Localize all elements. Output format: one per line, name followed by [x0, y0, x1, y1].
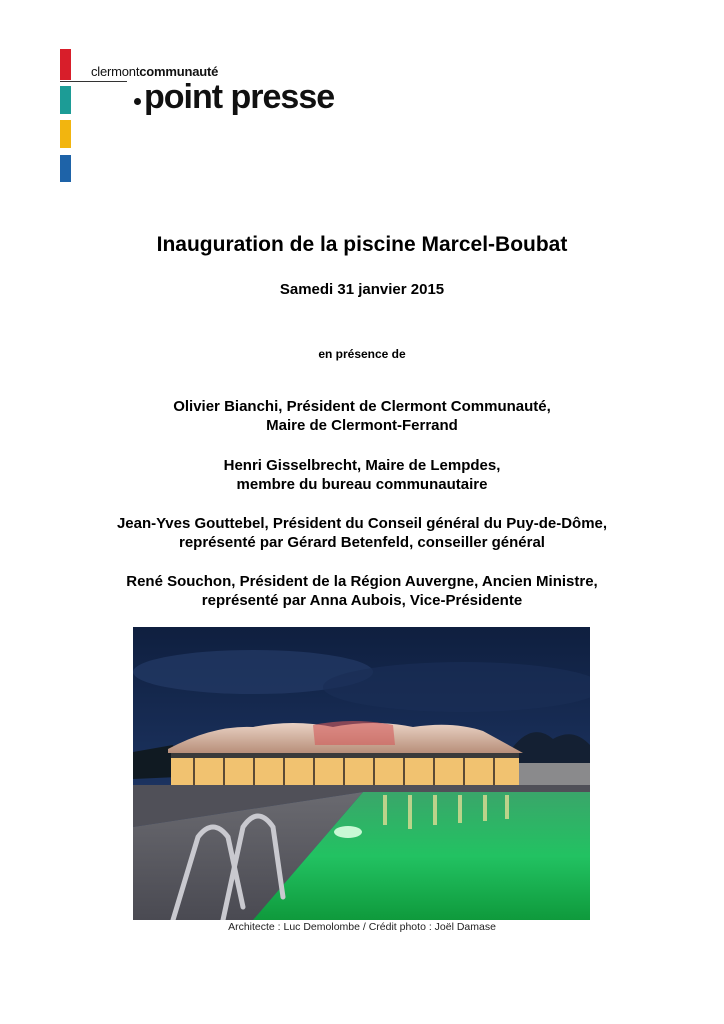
guest-line: Jean-Yves Gouttebel, Président du Conseil général du Puy-de-Dôme, [116, 515, 608, 532]
guest-line: représenté par Anna Aubois, Vice-Présidente [201, 592, 523, 609]
bullet-dot-icon [134, 98, 141, 105]
presence-label: en présence de [318, 347, 406, 361]
guest-block [0, 514, 724, 552]
pool-photo [133, 627, 590, 920]
logo-bar-teal [60, 86, 71, 114]
guest-block [0, 397, 724, 435]
brand-underline [60, 81, 127, 82]
brand-title-text: point presse [144, 78, 335, 116]
pool-photo-illustration [133, 627, 590, 920]
guest-line: Olivier Bianchi, Président de Clermont Communauté, [173, 398, 551, 415]
document-title: Inauguration de la piscine Marcel-Boubat [156, 233, 568, 256]
guest-line: représenté par Gérard Betenfeld, conseiller général [179, 534, 545, 551]
guest-block [0, 572, 724, 610]
guest-line: membre du bureau communautaire [236, 476, 488, 493]
photo-caption: Architecte : Luc Demolombe / Crédit photo : Joël Damase [228, 921, 496, 933]
logo-bar-red [60, 49, 71, 80]
guest-line: Henri Gisselbrecht, Maire de Lempdes, [223, 457, 501, 474]
brand-name-regular: clermont [91, 64, 140, 79]
brand-title [134, 78, 334, 117]
document-date: Samedi 31 janvier 2015 [279, 281, 445, 298]
logo-bar-yellow [60, 120, 71, 148]
logo-bar-blue [60, 155, 71, 182]
guest-block [0, 456, 724, 494]
brand-name [91, 64, 218, 79]
brand-name-bold: communauté [139, 64, 219, 79]
guest-line: Maire de Clermont-Ferrand [266, 417, 458, 434]
guest-line: René Souchon, Président de la Région Auvergne, Ancien Ministre, [126, 573, 598, 590]
